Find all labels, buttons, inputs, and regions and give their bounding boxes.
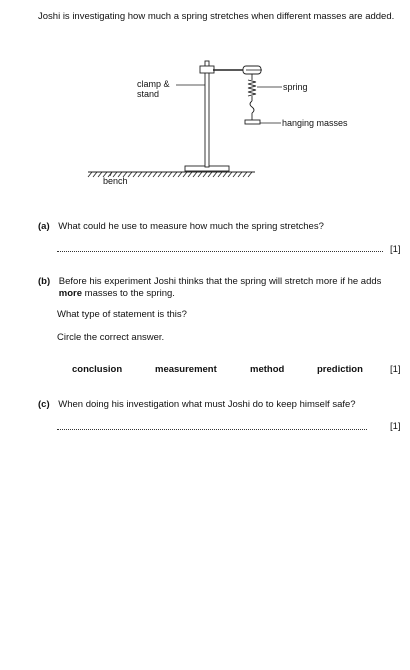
bench-hatch-line [193, 172, 197, 177]
masses-label: hanging masses [282, 118, 348, 128]
bench-hatch-line [243, 172, 247, 177]
bench-hatch-line [168, 172, 172, 177]
bench-hatch-line [133, 172, 137, 177]
apparatus-diagram [80, 52, 380, 187]
bench-hatch-line [183, 172, 187, 177]
bench-hatch-line [218, 172, 222, 177]
part-a-question [38, 221, 324, 232]
bench-hatch-line [93, 172, 97, 177]
intro-text: Joshi is investigating how much a spring stretches when different masses are added. [38, 11, 395, 22]
option-method[interactable]: method [250, 364, 285, 375]
part-c-text: When doing his investigation what must Joshi do to keep himself safe? [58, 399, 356, 410]
part-b-question [38, 276, 398, 300]
bench-hatch-line [223, 172, 227, 177]
bench-hatch-line [88, 172, 92, 177]
boss [200, 66, 214, 73]
bench-hatch-line [248, 172, 252, 177]
bench-hatch-line [173, 172, 177, 177]
bench-hatch-line [148, 172, 152, 177]
clamp-label-line2: stand [137, 89, 160, 99]
part-c-label: (c) [38, 399, 50, 410]
bench-hatch-line [98, 172, 102, 177]
bench-hatch-line [213, 172, 217, 177]
bench-hatch-line [233, 172, 237, 177]
hanging-masses [245, 120, 260, 124]
stand-rod [205, 61, 209, 167]
bench-hatch-line [238, 172, 242, 177]
bench-hatch-line [128, 172, 132, 177]
bench-hatch-line [153, 172, 157, 177]
spring [248, 74, 256, 120]
part-b-text-end: masses to the spring. [84, 288, 175, 299]
bench-hatch-line [228, 172, 232, 177]
bench-hatch-line [203, 172, 207, 177]
part-c-mark: [1] [390, 421, 401, 432]
clamp-label-line1: clamp & [137, 79, 170, 89]
bench-label: bench [103, 176, 128, 186]
bench-hatch-line [208, 172, 212, 177]
bench-hatch-line [138, 172, 142, 177]
part-b-mark: [1] [390, 364, 401, 375]
part-b-label: (b) [38, 276, 51, 287]
bench-hatch-line [143, 172, 147, 177]
part-a-answer-line[interactable] [57, 251, 383, 252]
bench-hatch-line [198, 172, 202, 177]
part-a-text: What could he use to measure how much the spring stretches? [58, 221, 324, 232]
part-b-instruction: Circle the correct answer. [57, 332, 165, 343]
bench-hatch-line [178, 172, 182, 177]
option-conclusion[interactable]: conclusion [72, 364, 123, 375]
bench-hatch-line [163, 172, 167, 177]
part-b-subquestion: What type of statement is this? [57, 309, 187, 320]
option-measurement[interactable]: measurement [155, 364, 217, 375]
part-c-question [38, 399, 356, 410]
bench-hatch-line [158, 172, 162, 177]
part-c-answer-line[interactable] [57, 429, 367, 430]
bench-hatch-line [188, 172, 192, 177]
part-b-text-bold: more [58, 288, 83, 299]
part-a-label: (a) [38, 221, 50, 232]
spring-label: spring [283, 82, 308, 92]
option-prediction[interactable]: prediction [317, 364, 363, 375]
part-b-text-start: Before his experiment Joshi thinks that the spring will stretch more if he adds [58, 276, 382, 287]
part-a-mark: [1] [390, 244, 401, 255]
